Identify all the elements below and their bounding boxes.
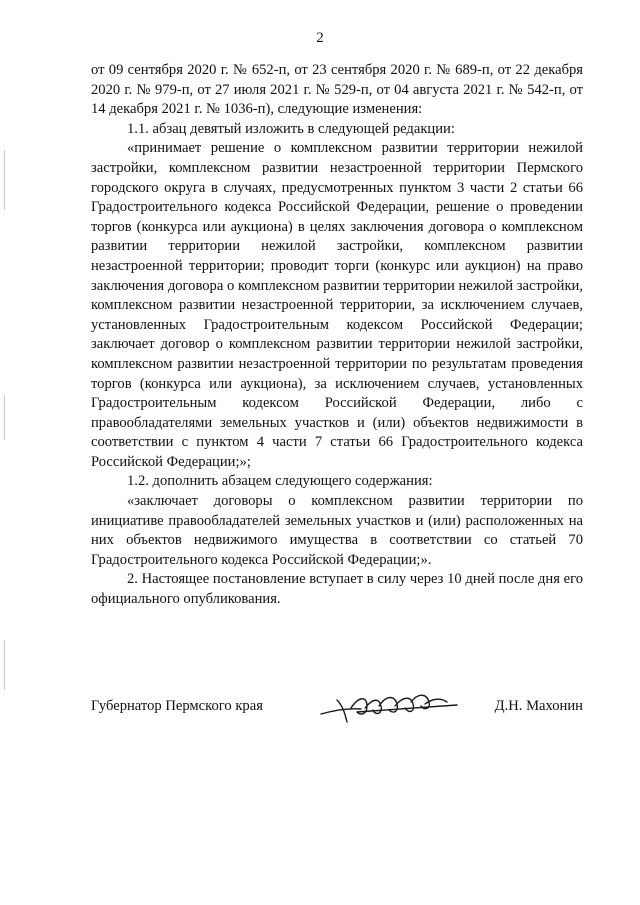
paragraph-quoted-wording-1: «принимает решение о комплексном развитии территории нежилой застройки, комплексном развитии незастроенной территории Пермского городского округа в случаях, предусмотренных пунктом 3 части 2 статьи 66 Градостроительного кодекса Российской Федерации, решение о проведении торгов (конкурса или аукциона) в целях заключения договора о комплексном развитии территории нежилой застройки, комплексном развитии незастроенной территории; проводит торги (конкурс или аукцион) на право заключения договора о комплексном развитии территории нежилой застройки, комплексном развитии незастроенной территории, за исключением случаев, установленных Градостроительным кодексом Российской Федерации; заключает договор о комплексном развитии территории нежилой застройки, комплексном развитии незастроенной территории по результатам проведения торгов (конкурса или аукциона), за исключением случаев, установленных Градостроительным кодексом Российской Федерации, либо с правообладателями земельных участков и (или) объектов недвижимости в соответствии с пунктом 4 части 7 статьи 66 Градостроительного кодекса Российской Федерации;»;	[91, 140, 583, 470]
signatory-name: Д.Н. Махонин	[494, 698, 583, 714]
scan-edge-mark	[4, 150, 5, 210]
paragraph-amendment-list: от 09 сентября 2020 г. № 652-п, от 23 сентября 2020 г. № 689-п, от 22 декабря 2020 г. № 979-п, от 27 июля 2021 г. № 529-п, от 04 августа 2021 г. № 542-п, от 14 декабря 2021 г. № 1036-п), следующие изменения:	[91, 62, 583, 118]
page-number: 2	[316, 30, 324, 46]
paragraph-quoted-wording-2: «заключает договоры о комплексном развитии территории по инициативе правообладателей земельных участков и (или) расположенных на них объектов недвижимого имущества в соответствии со статьей 70 Градостроительного кодекса Российской Федерации;».	[91, 493, 583, 568]
signature-block	[91, 688, 583, 728]
scan-edge-mark	[4, 395, 5, 440]
paragraph-item-1-2: 1.2. дополнить абзацем следующего содержания:	[127, 473, 433, 490]
handwritten-signature	[317, 688, 467, 724]
document-body	[91, 61, 583, 610]
signatory-position: Губернатор Пермского края	[91, 698, 263, 714]
paragraph-item-2: 2. Настоящее постановление вступает в силу через 10 дней после дня его официального опубликования.	[91, 571, 583, 608]
paragraph-item-1-1: 1.1. абзац девятый изложить в следующей редакции:	[127, 120, 455, 137]
scan-edge-mark	[4, 640, 5, 690]
